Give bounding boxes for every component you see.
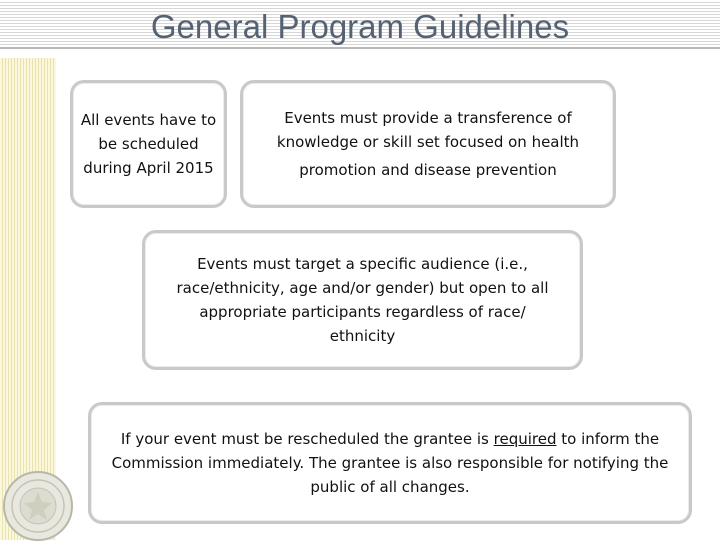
schedule-guideline-box: [70, 80, 227, 208]
knowledge-guideline-box: [240, 80, 616, 208]
schedule-guideline-text: All events have to be scheduled during April 2015: [80, 111, 217, 177]
knowledge-guideline-text: Events must provide a transference of knowledge or skill set focused on health: [276, 109, 580, 151]
reschedule-text-before: If your event must be rescheduled the grantee is: [120, 430, 494, 448]
side-stripes: [0, 58, 56, 540]
title-divider: [0, 47, 720, 49]
reschedule-text-after: to inform the Commission immediately. The grantee is also responsible for notifying the public of all changes.: [111, 430, 669, 496]
reschedule-guideline-box: [88, 402, 692, 524]
slide-title: General Program Guidelines: [150, 8, 570, 45]
reschedule-guideline-text: [109, 427, 671, 499]
audience-guideline-box: [142, 230, 583, 370]
required-emphasis: required: [493, 430, 557, 448]
audience-guideline-text: Events must target a specific audience (i.e., race/ethnicity, age and/or gender) but open to all appropriate participants regardless of race/ ethnicity: [176, 255, 549, 345]
knowledge-guideline-text-2: promotion and disease prevention: [299, 161, 557, 179]
seal-icon: [2, 470, 74, 542]
